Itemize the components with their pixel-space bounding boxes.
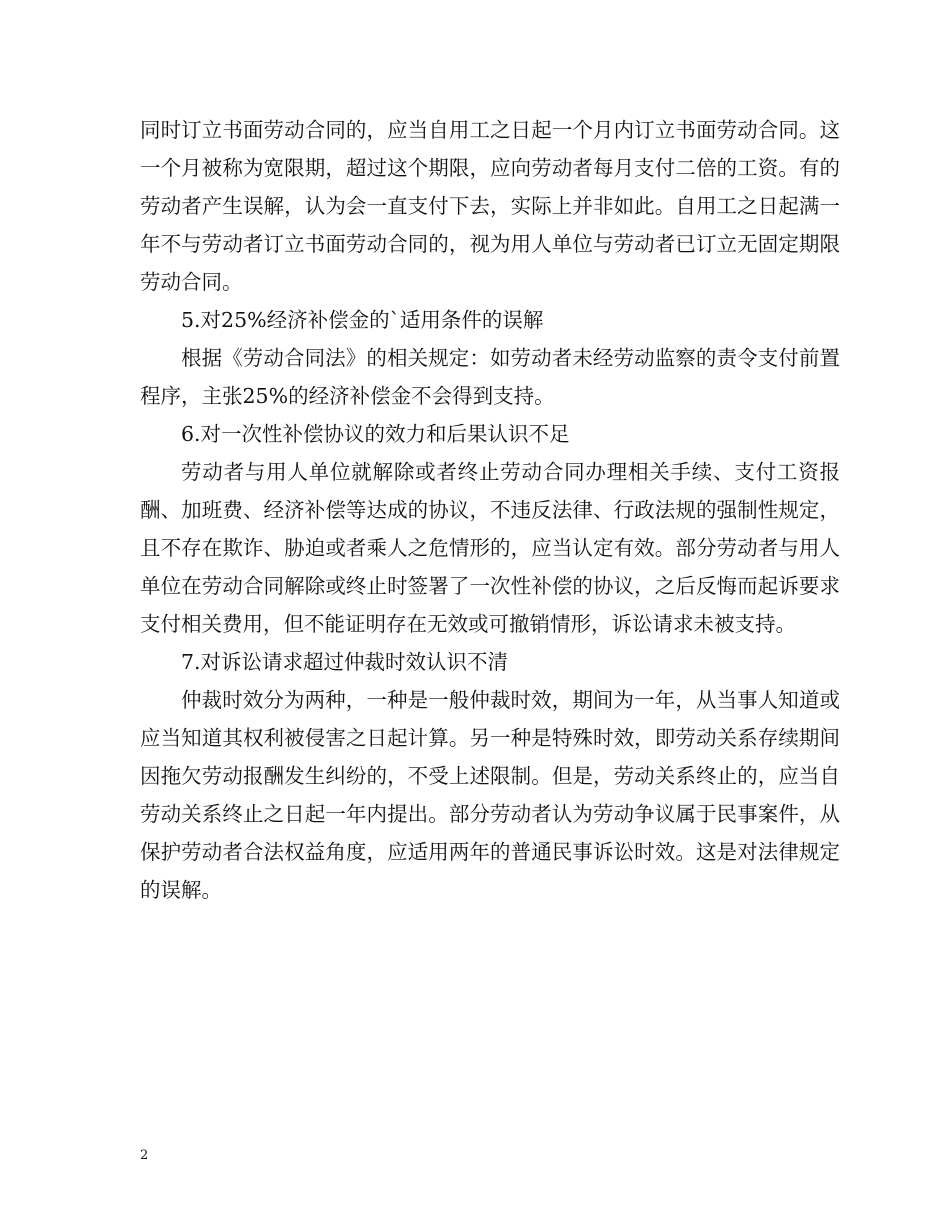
section-heading-5: 5.对25%经济补偿金的`适用条件的误解 [181, 308, 544, 332]
page-number: 2 [140, 1148, 149, 1163]
paragraph-section-7: 仲裁时效分为两种，一种是一般仲裁时效，期间为一年，从当事人知道或应当知道其权利被侵害之日起计算。另一种是特殊时效，即劳动关系存续期间因拖欠劳动报酬发生纠纷的，不受上述限制。但是，劳动关系终止的，应当自劳动关系终止之日起一年内提出。部分劳动者认为劳动争议属于民事案件，从保护劳动者合法权益角度，应适用两年的普通民事诉讼时效。这是对法律规定的误解。 [140, 688, 840, 902]
document-body [140, 111, 840, 909]
paragraph-section-6: 劳动者与用人单位就解除或者终止劳动合同办理相关手续、支付工资报酬、加班费、经济补偿等达成的协议，不违反法律、行政法规的强制性规定，且不存在欺诈、胁迫或者乘人之危情形的，应当认定有效。部分劳动者与用人单位在劳动合同解除或终止时签署了一次性补偿的协议，之后反悔而起诉要求支付相关费用，但不能证明存在无效或可撤销情形，诉讼请求未被支持。 [140, 460, 840, 636]
section-heading-6: 6.对一次性补偿协议的效力和后果认识不足 [181, 422, 570, 446]
paragraph-continued: 同时订立书面劳动合同的，应当自用工之日起一个月内订立书面劳动合同。这一个月被称为宽限期，超过这个期限，应向劳动者每月支付二倍的工资。有的劳动者产生误解，认为会一直支付下去，实际上并非如此。自用工之日起满一年不与劳动者订立书面劳动合同的，视为用人单位与劳动者已订立无固定期限劳动合同。 [140, 118, 840, 294]
section-heading-7: 7.对诉讼请求超过仲裁时效认识不清 [181, 650, 509, 674]
paragraph-section-5: 根据《劳动合同法》的相关规定：如劳动者未经劳动监察的责令支付前置程序，主张25%的经济补偿金不会得到支持。 [140, 346, 840, 408]
